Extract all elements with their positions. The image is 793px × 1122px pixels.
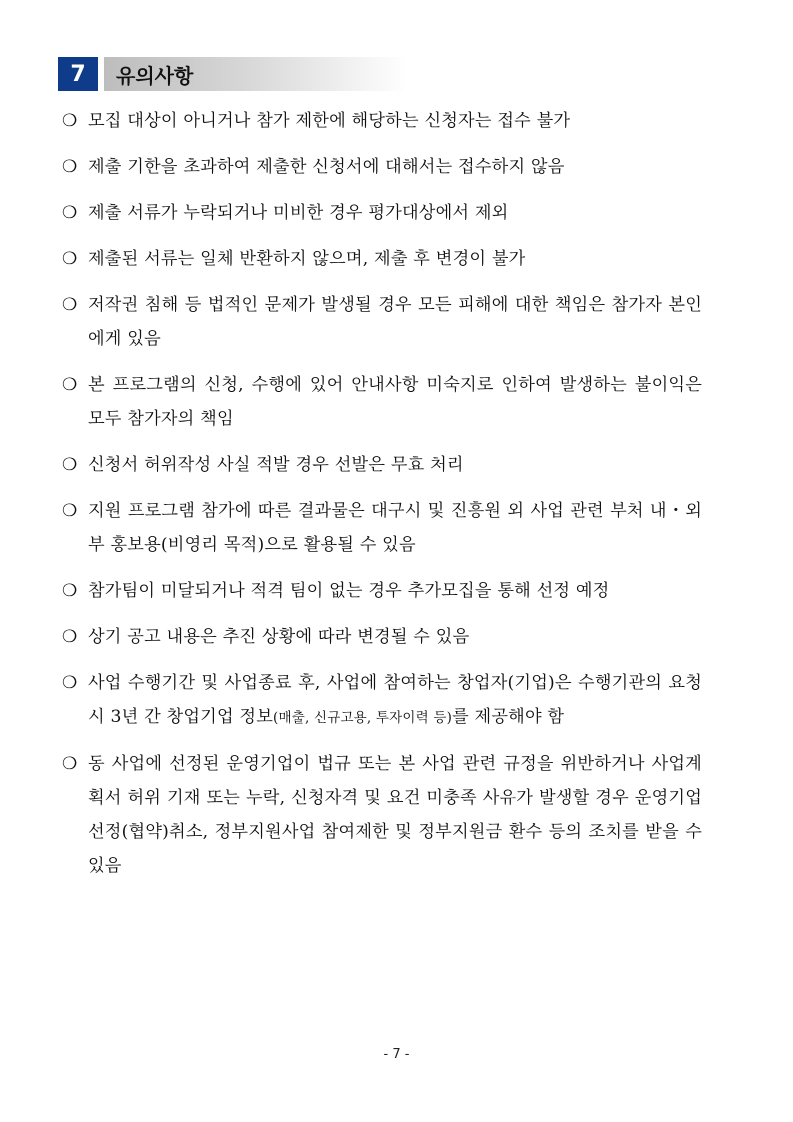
list-item (62, 448, 702, 482)
item-text: 상기 공고 내용은 추진 상황에 따라 변경될 수 있음 (88, 627, 470, 647)
item-text: 제출 서류가 누락되거나 미비한 경우 평가대상에서 제외 (88, 203, 509, 223)
list-item (62, 242, 702, 276)
item-text: 신청서 허위작성 사실 적발 경우 선발은 무효 처리 (88, 455, 464, 475)
list-item (62, 196, 702, 230)
item-text-small: (매출, 신규고용, 투자이력 등) (273, 710, 453, 726)
section-header (58, 57, 408, 91)
list-item (62, 150, 702, 184)
circle-bullet-icon: ❍ (62, 754, 78, 774)
item-text: 지원 프로그램 참가에 따른 결과물은 대구시 및 진흥원 외 사업 관련 부처 내・외부 홍보용(비영리 목적)으로 활용될 수 있음 (88, 501, 702, 555)
circle-bullet-icon: ❍ (62, 581, 78, 601)
item-text: 본 프로그램의 신청, 수행에 있어 안내사항 미숙지로 인하여 발생하는 불이익은 모두 참가자의 책임 (88, 375, 702, 429)
circle-bullet-icon: ❍ (62, 203, 78, 223)
list-item (62, 288, 702, 356)
list-item (62, 620, 702, 654)
list-item (62, 574, 702, 608)
item-text-end: 를 제공해야 함 (452, 707, 565, 727)
list-item (62, 368, 702, 436)
circle-bullet-icon: ❍ (62, 673, 78, 693)
list-item (62, 104, 702, 138)
circle-bullet-icon: ❍ (62, 627, 78, 647)
circle-bullet-icon: ❍ (62, 111, 78, 131)
list-item (62, 494, 702, 562)
item-text (88, 666, 702, 735)
circle-bullet-icon: ❍ (62, 157, 78, 177)
list-item (62, 747, 702, 883)
circle-bullet-icon: ❍ (62, 501, 78, 521)
notice-list (62, 104, 702, 895)
item-text: 모집 대상이 아니거나 참가 제한에 해당하는 신청자는 접수 불가 (88, 111, 571, 131)
page-number: - 7 - (383, 1047, 410, 1062)
item-text: 참가팀이 미달되거나 적격 팀이 없는 경우 추가모집을 통해 선정 예정 (88, 581, 610, 601)
section-title: 유의사항 (104, 57, 408, 91)
circle-bullet-icon: ❍ (62, 249, 78, 269)
item-text: 제출된 서류는 일체 반환하지 않으며, 제출 후 변경이 불가 (88, 249, 526, 269)
item-text: 제출 기한을 초과하여 제출한 신청서에 대해서는 접수하지 않음 (88, 157, 565, 177)
list-item (62, 666, 702, 735)
section-number: 7 (58, 57, 98, 91)
circle-bullet-icon: ❍ (62, 455, 78, 475)
item-text-main: 사업 수행기간 및 사업종료 후, 사업에 참여하는 창업자(기업)은 수행기관의 요청 시 3년 간 창업기업 정보 (88, 673, 702, 727)
circle-bullet-icon: ❍ (62, 375, 78, 395)
item-text: 저작권 침해 등 법적인 문제가 발생될 경우 모든 피해에 대한 책임은 참가자 본인에게 있음 (88, 295, 702, 349)
item-text: 동 사업에 선정된 운영기업이 법규 또는 본 사업 관련 규정을 위반하거나 사업계획서 허위 기재 또는 누락, 신청자격 및 요건 미충족 사유가 발생할 경우 운영기업 선정(협약)취소, 정부지원사업 참여제한 및 정부지원금 환수 등의 조치를 받을 수 있음 (88, 754, 702, 876)
circle-bullet-icon: ❍ (62, 295, 78, 315)
